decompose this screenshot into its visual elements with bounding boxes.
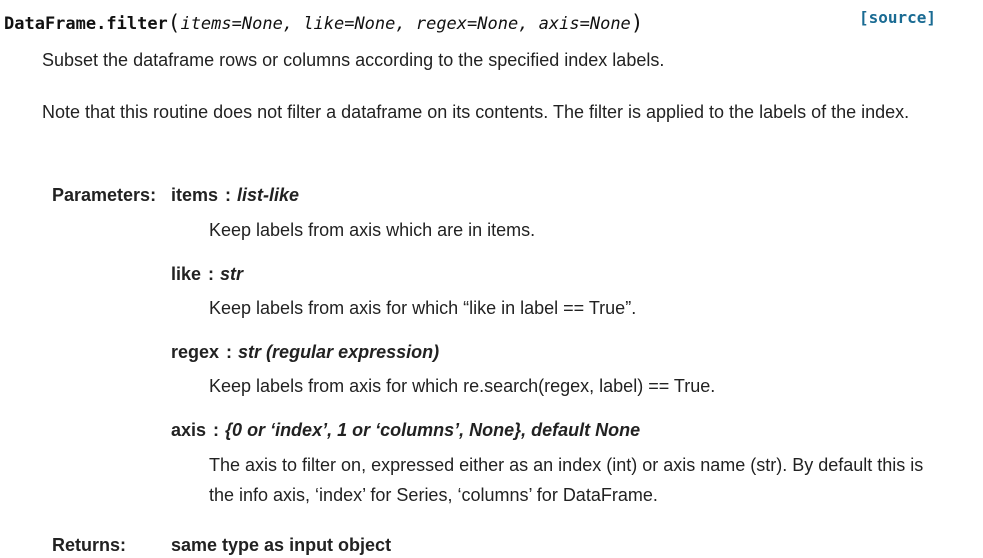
param-separator: : (226, 342, 233, 362)
param-separator: : (208, 264, 215, 284)
param-separator: : (213, 420, 220, 440)
param-axis-term (171, 418, 640, 442)
param-regex-term (171, 340, 439, 364)
param-separator: : (225, 185, 232, 205)
param-axis-description: The axis to filter on, expressed either as an index (int) or axis name (str). By default this is the info axis, ‘index’ for Series, ‘columns’ for DataFrame. (209, 455, 924, 505)
returns-type: same type as input object (171, 535, 392, 555)
signature-class-name: DataFrame (4, 14, 97, 34)
param-type: str (regular expression) (238, 342, 440, 362)
param-name: items (171, 185, 219, 205)
param-type: list-like (237, 185, 300, 205)
summary-paragraph: Subset the dataframe rows or columns according to the specified index labels. (42, 50, 665, 70)
signature-dot: . (96, 14, 107, 34)
param-type: str (220, 264, 244, 284)
param-items-term (171, 183, 299, 207)
signature-open-paren: ( (167, 11, 181, 35)
param-like-term (171, 262, 243, 286)
signature-method-name: filter (106, 14, 168, 34)
param-name: regex (171, 342, 220, 362)
method-signature (4, 8, 643, 38)
param-items-description: Keep labels from axis which are in items. (209, 220, 536, 240)
signature-arguments: items=None, like=None, regex=None, axis=None (180, 14, 631, 34)
parameters-label: Parameters: (52, 185, 157, 205)
param-type: {0 or ‘index’, 1 or ‘columns’, None}, default None (225, 420, 641, 440)
signature-close-paren: ) (630, 11, 644, 35)
param-name: like (171, 264, 202, 284)
param-name: axis (171, 420, 207, 440)
returns-label: Returns: (52, 535, 127, 555)
param-regex-description: Keep labels from axis for which re.search(regex, label) == True. (209, 376, 716, 396)
source-link[interactable]: [source] (859, 8, 937, 27)
param-like-description: Keep labels from axis for which “like in label == True”. (209, 298, 637, 318)
note-paragraph: Note that this routine does not filter a dataframe on its contents. The filter is applied to the labels of the index. (42, 102, 910, 122)
